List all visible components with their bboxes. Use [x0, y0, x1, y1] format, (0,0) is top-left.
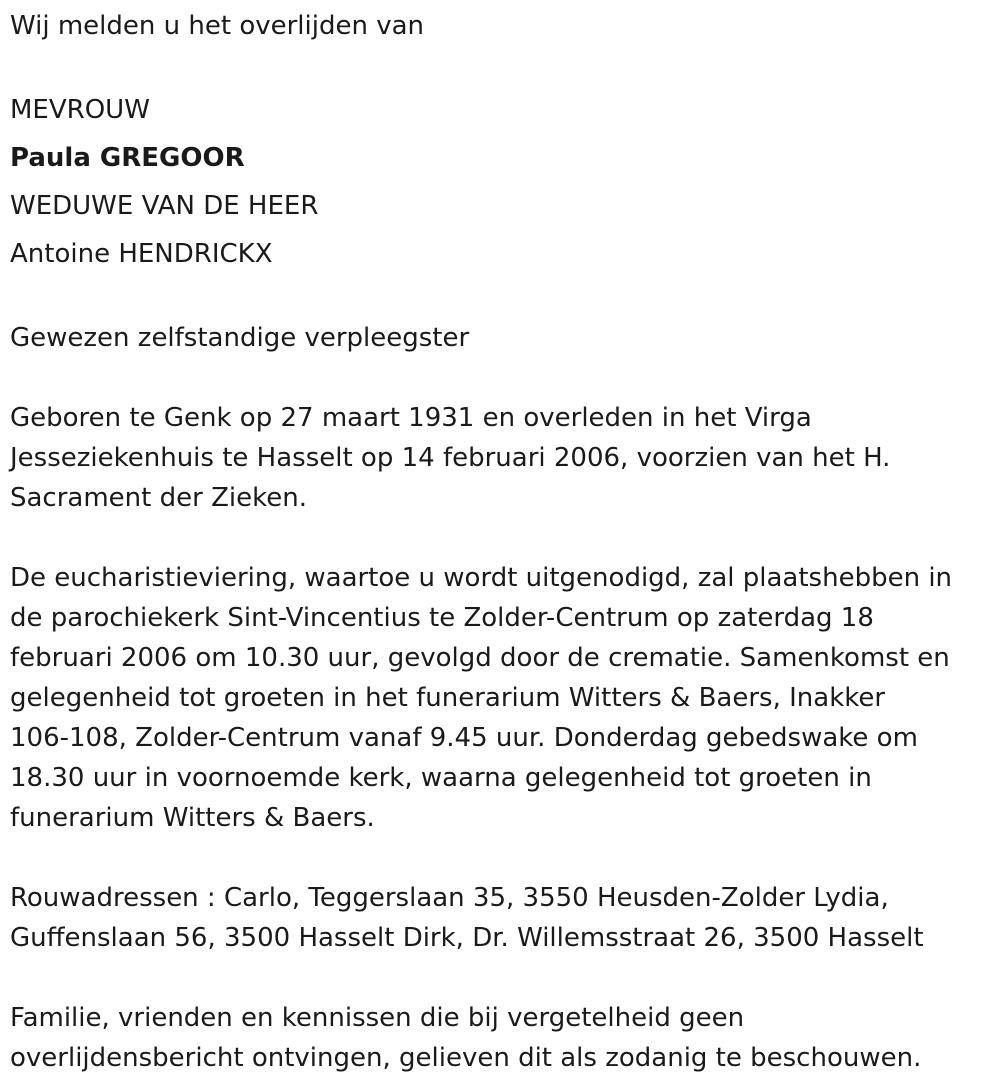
- paragraph-line: De eucharistieviering, waartoe u wordt uitgenodigd, zal plaatshebben in: [10, 563, 953, 593]
- paragraph-line: Sacrament der Zieken.: [10, 483, 307, 513]
- spouse-prefix: WEDUWE VAN DE HEER: [10, 191, 319, 221]
- deceased-title: MEVROUW: [10, 95, 150, 125]
- paragraph-line: funerarium Witters & Baers.: [10, 803, 375, 833]
- occupation-paragraph: [10, 318, 980, 358]
- spouse-name: Antoine HENDRICKX: [10, 239, 273, 269]
- paragraph-line: 106-108, Zolder-Centrum vanaf 9.45 uur. Donderdag gebedswake om: [10, 723, 918, 753]
- paragraph-line: de parochiekerk Sint-Vincentius te Zolder-Centrum op zaterdag 18: [10, 603, 874, 633]
- deceased-name: Paula GREGOOR: [10, 143, 245, 173]
- occupation-text: Gewezen zelfstandige verpleegster: [10, 323, 470, 353]
- paragraph-line: Guffenslaan 56, 3500 Hasselt Dirk, Dr. Willemsstraat 26, 3500 Hasselt: [10, 923, 924, 953]
- ceremony-paragraph: [10, 558, 980, 838]
- intro-text: Wij melden u het overlijden van: [10, 11, 425, 41]
- birth-death-paragraph: [10, 398, 980, 518]
- paragraph-line: 18.30 uur in voornoemde kerk, waarna gelegenheid tot groeten in: [10, 763, 872, 793]
- paragraph-line: gelegenheid tot groeten in het funerarium Witters & Baers, Inakker: [10, 683, 886, 713]
- paragraph-line: overlijdensbericht ontvingen, gelieven dit als zodanig te beschouwen.: [10, 1043, 922, 1073]
- paragraph-line: Geboren te Genk op 27 maart 1931 en overleden in het Virga: [10, 403, 812, 433]
- addresses-paragraph: [10, 878, 980, 958]
- paragraph-line: februari 2006 om 10.30 uur, gevolgd door de crematie. Samenkomst en: [10, 643, 950, 673]
- deceased-block: [10, 86, 1000, 278]
- paragraph-line: Jesseziekenhuis te Hasselt op 14 februari 2006, voorzien van het H.: [10, 443, 891, 473]
- paragraph-line: Familie, vrienden en kennissen die bij vergetelheid geen: [10, 1003, 745, 1033]
- paragraph-line: Rouwadressen : Carlo, Teggerslaan 35, 3550 Heusden-Zolder Lydia,: [10, 883, 889, 913]
- closing-paragraph: [10, 998, 980, 1078]
